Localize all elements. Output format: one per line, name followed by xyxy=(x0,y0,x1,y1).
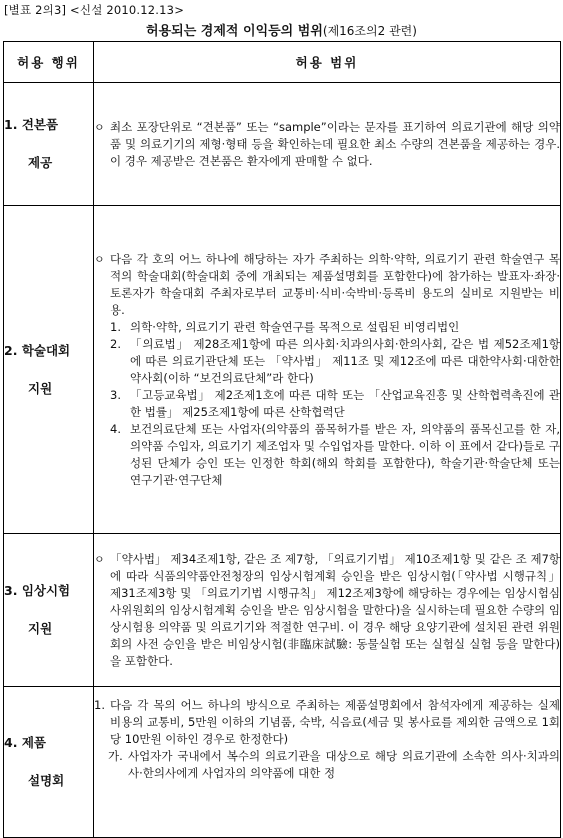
list-item: 4. 보건의료단체 또는 사업자(의약품의 품목허가를 받은 자, 의약품의 품목신고를 한 자, 의약품 수입자, 의료기기 제조업자 및 수입업자를 말한다. 이하 이 표에서 같다)들로 구성된 단체가 승인 또는 인정한 학회(해외 학회를 포함한다), 학술기관·학술단체 또는 연구기관·연구단체 xyxy=(110,421,560,487)
action-cell-conference xyxy=(4,206,94,534)
action-label-line2: 설명회 xyxy=(28,773,65,788)
list-item: 1. 다음 각 목의 어느 하나의 방식으로 주최하는 제품설명회에서 참석자에게 제공하는 실제 비용의 교통비, 5만원 이하의 기념품, 숙박, 식음료(세금 및 봉사료를 제외한 금액으로 1회당 10만원 이하인 경우로 한정한다) xyxy=(94,698,560,746)
row-number: 4. xyxy=(4,735,18,750)
action-label-line2: 지원 xyxy=(28,621,53,636)
table-header-row xyxy=(4,42,561,83)
action-cell-product-briefing xyxy=(4,687,94,838)
table-row xyxy=(4,534,561,687)
table-row xyxy=(4,83,561,206)
scope-intro-text: 다음 각 호의 어느 하나에 해당하는 자가 주최하는 의학·약학, 의료기기 관련 학술연구 목적의 학술대회(학술대회 중에 개최되는 제품설명회를 포함한다)에 참가하는 발표자·좌장·토론자가 학술대회 주최자로부터 교통비·식비·숙박비·등록비 용도의 실비로 지원받는 비용. xyxy=(110,251,560,317)
table-row xyxy=(4,206,561,534)
bullet-marker: ㅇ xyxy=(94,252,105,266)
action-label-line1: 제품 xyxy=(21,735,46,750)
bullet-marker: ㅇ xyxy=(94,552,105,566)
scope-text: 「약사법」 제34조제1항, 같은 조 제7항, 「의료기기법」 제10조제1항 및 같은 조 제7항에 따라 식품의약품안전청장의 임상시험계획 승인을 받은 임상시험(「약사법 시행규칙」 제31조제3항 및 「의료기기법 시행규칙」 제12조제3항에 해당하는 경우에는 임상시험심사위원회의 임상시험계획 승인을 받은 임상시험을 말한다)을 실시하는데 필요한 수량의 임상시험용 의약품 및 의료기기와 적절한 연구비. 이 경우 해당 요양기관에 설치된 관련 위원회의 사전 승인을 받은 비임상시험(非臨床試驗: 동물실험 또는 실험실 실험 등을 말한다)을 포함한다. xyxy=(110,551,560,668)
action-label-line1: 견본품 xyxy=(21,117,59,132)
list-item: 가. 사업자가 국내에서 복수의 의료기관을 대상으로 해당 의료기관에 소속한 의사·치과의사·한의사에게 사업자의 의약품에 대한 정 xyxy=(108,749,560,780)
action-label-line2: 제공 xyxy=(28,155,53,170)
table-row xyxy=(4,687,561,838)
column-header-action: 허용 행위 xyxy=(4,42,94,83)
action-label-line1: 임상시험 xyxy=(21,583,71,598)
action-cell-samples xyxy=(4,83,94,206)
allowed-benefits-table xyxy=(3,41,561,838)
scope-cell-product-briefing xyxy=(94,687,561,838)
list-item: 2. 「의료법」 제28조제1항에 따른 의사회·치과의사회·한의사회, 같은 법 제52조제1항에 따른 의료기관단체 또는 「약사법」 제11조 및 제12조에 따른 대한약사회·대한한약사회(이하 “보건의료단체”라 한다) xyxy=(110,336,560,385)
row-number: 2. xyxy=(4,342,18,358)
list-item: 1. 의학·약학, 의료기기 관련 학술연구를 목적으로 설립된 비영리법인 xyxy=(110,319,460,334)
bullet-marker: ㅇ xyxy=(94,120,105,134)
title-main: 허용되는 경제적 이익등의 범위 xyxy=(146,24,323,39)
scope-cell-samples xyxy=(94,83,561,206)
action-label-line2: 지원 xyxy=(28,380,53,396)
row-number: 3. xyxy=(4,583,18,598)
action-label-line1: 학술대회 xyxy=(21,342,71,358)
document-title xyxy=(0,20,563,39)
scope-text: 최소 포장단위로 “견본품” 또는 “sample”이라는 문자를 표기하여 의료기관에 해당 의약품 및 의료기기의 제형·형태 등을 확인하는데 필요한 최소 수량의 견본품을 제공하는 경우. 이 경우 제공받은 견본품은 환자에게 판매할 수 없다. xyxy=(110,119,560,168)
appendix-reference: [별표 2의3] <신설 2010.12.13> xyxy=(4,3,185,17)
row-number: 1. xyxy=(4,117,18,132)
action-cell-clinical-trial xyxy=(4,534,94,687)
column-header-scope: 허용 범위 xyxy=(94,42,561,83)
title-sub: (제16조의2 관련) xyxy=(322,24,417,38)
list-item: 3. 「고등교육법」 제2조제1호에 따른 대학 또는 「산업교육진흥 및 산학협력촉진에 관한 법률」 제25조제1항에 따른 산학협력단 xyxy=(110,387,560,419)
scope-cell-conference xyxy=(94,206,561,534)
scope-cell-clinical-trial xyxy=(94,534,561,687)
